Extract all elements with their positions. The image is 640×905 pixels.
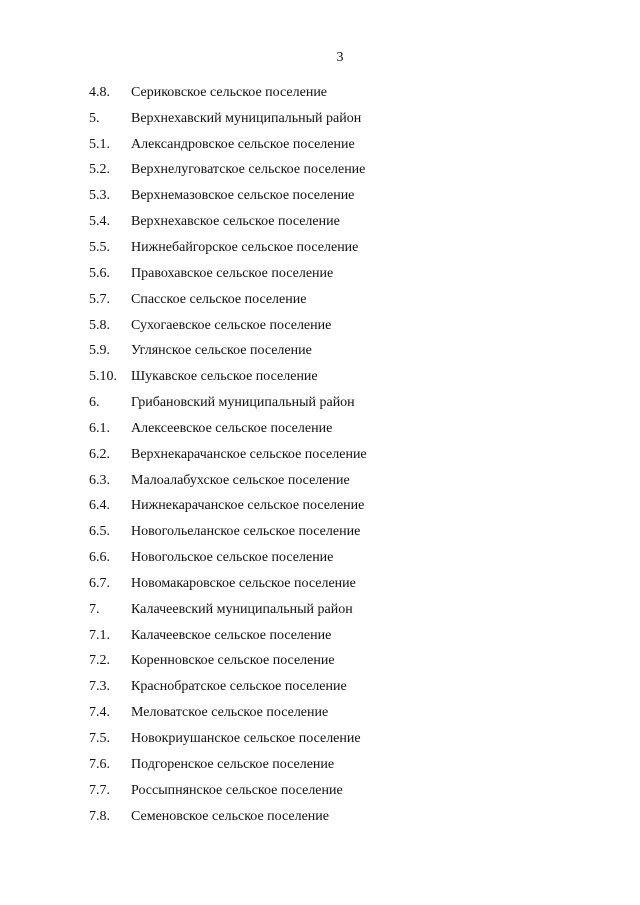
item-number: 7.6. xyxy=(89,756,110,772)
item-name: Сухогаевское сельское поселение xyxy=(131,317,332,333)
item-name: Новокриушанское сельское поселение xyxy=(131,731,361,747)
item-number: 7.3. xyxy=(89,679,110,695)
list-item xyxy=(89,726,367,752)
item-name: Калачеевское сельское поселение xyxy=(131,627,332,643)
list-item xyxy=(89,338,367,364)
item-number: 5. xyxy=(89,110,100,126)
item-number: 6. xyxy=(89,395,100,411)
item-name: Калачеевский муниципальный район xyxy=(131,601,353,617)
list-item xyxy=(89,106,367,132)
item-name: Краснобратское сельское поселение xyxy=(131,679,347,695)
list-item xyxy=(89,287,367,313)
item-name: Нижнебайгорское сельское поселение xyxy=(131,239,359,255)
list-item xyxy=(89,597,367,623)
item-name: Новомакаровское сельское поселение xyxy=(131,575,356,591)
item-number: 4.8. xyxy=(89,84,110,100)
list-item xyxy=(89,519,367,545)
list-item xyxy=(89,209,367,235)
item-name: Сериковское сельское поселение xyxy=(131,84,328,100)
item-number: 5.3. xyxy=(89,188,110,204)
list-item xyxy=(89,752,367,778)
item-number: 6.2. xyxy=(89,446,110,462)
list-item xyxy=(89,674,367,700)
item-name: Верхнелуговатское сельское поселение xyxy=(131,162,366,178)
list-item xyxy=(89,261,367,287)
list-item xyxy=(89,183,367,209)
item-name: Верхнехавское сельское поселение xyxy=(131,214,340,230)
item-number: 5.10. xyxy=(89,369,117,385)
item-number: 6.5. xyxy=(89,524,110,540)
item-number: 5.1. xyxy=(89,136,110,152)
list-item xyxy=(89,80,367,106)
item-name: Коренновское сельское поселение xyxy=(131,653,335,669)
item-number: 5.2. xyxy=(89,162,110,178)
item-number: 7.8. xyxy=(89,808,110,824)
item-number: 6.6. xyxy=(89,550,110,566)
item-number: 5.9. xyxy=(89,343,110,359)
item-number: 5.4. xyxy=(89,214,110,230)
item-name: Нижнекарачанское сельское поселение xyxy=(131,498,365,514)
item-name: Семеновское сельское поселение xyxy=(131,808,330,824)
list-item xyxy=(89,571,367,597)
item-number: 5.8. xyxy=(89,317,110,333)
item-name: Шукавское сельское поселение xyxy=(131,369,318,385)
item-number: 7.4. xyxy=(89,705,110,721)
list-item xyxy=(89,313,367,339)
list-item xyxy=(89,700,367,726)
item-name: Меловатское сельское поселение xyxy=(131,705,329,721)
list-item xyxy=(89,804,367,830)
item-name: Грибановский муниципальный район xyxy=(131,395,355,411)
item-name: Александровское сельское поселение xyxy=(131,136,355,152)
item-name: Спасское сельское поселение xyxy=(131,291,307,307)
item-name: Алексеевское сельское поселение xyxy=(131,420,333,436)
list-item xyxy=(89,468,367,494)
item-number: 7.7. xyxy=(89,782,110,798)
item-name: Подгоренское сельское поселение xyxy=(131,756,335,772)
list-item xyxy=(89,235,367,261)
list-item xyxy=(89,158,367,184)
item-number: 7.5. xyxy=(89,731,110,747)
list-item xyxy=(89,494,367,520)
item-name: Новогольское сельское поселение xyxy=(131,550,334,566)
list-item xyxy=(89,390,367,416)
item-name: Правохавское сельское поселение xyxy=(131,265,334,281)
item-name: Верхнемазовское сельское поселение xyxy=(131,188,355,204)
item-number: 6.7. xyxy=(89,575,110,591)
item-name: Углянское сельское поселение xyxy=(131,343,312,359)
list-item xyxy=(89,623,367,649)
item-name: Верхнехавский муниципальный район xyxy=(131,110,362,126)
item-number: 5.6. xyxy=(89,265,110,281)
item-number: 7.2. xyxy=(89,653,110,669)
list-item xyxy=(89,364,367,390)
page-number: 3 xyxy=(336,50,344,65)
item-name: Новогольеланское сельское поселение xyxy=(131,524,361,540)
list-item xyxy=(89,132,367,158)
list-item xyxy=(89,416,367,442)
settlement-list xyxy=(89,80,367,829)
list-item xyxy=(89,545,367,571)
item-number: 7.1. xyxy=(89,627,110,643)
item-number: 6.3. xyxy=(89,472,110,488)
item-name: Россыпнянское сельское поселение xyxy=(131,782,343,798)
item-name: Верхнекарачанское сельское поселение xyxy=(131,446,367,462)
item-name: Малоалабухское сельское поселение xyxy=(131,472,350,488)
item-number: 6.4. xyxy=(89,498,110,514)
item-number: 5.5. xyxy=(89,239,110,255)
list-item xyxy=(89,778,367,804)
item-number: 5.7. xyxy=(89,291,110,307)
item-number: 7. xyxy=(89,601,100,617)
item-number: 6.1. xyxy=(89,420,110,436)
list-item xyxy=(89,649,367,675)
list-item xyxy=(89,442,367,468)
